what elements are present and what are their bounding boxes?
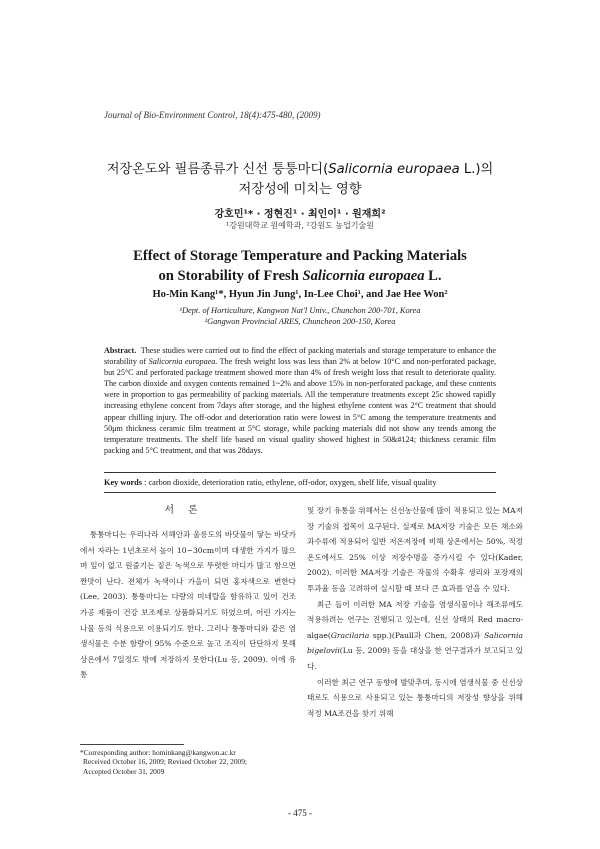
divider-top — [104, 472, 496, 473]
english-title-suffix: L. — [424, 268, 442, 284]
english-title-line2 — [60, 266, 540, 286]
english-authors: Ho-Min Kang¹*, Hyun Jin Jung¹, In-Lee Choi¹, and Jae Hee Won² — [152, 289, 448, 300]
korean-title-line2: 저장성에 미치는 영향 — [238, 182, 362, 197]
body-paragraph: 이러한 최근 연구 동향에 발맞추며, 동시에 염생식물 중 신선상태로도 식용으로 사용되고 있는 퉁퉁마디의 저장성 향상을 위해 적정 MA조건을 찾기 위해 — [307, 677, 523, 718]
keywords-label: Key words — [104, 478, 143, 487]
corresponding-author: *Corresponding author: hominkang@kangwon.ac.kr — [80, 748, 236, 757]
paragraph-text: spp.)(Paull과 Chen, 2008)과 — [369, 630, 485, 640]
korean-title-text: 저장온도와 필름종류가 신선 퉁퉁마디( — [106, 162, 329, 177]
abstract — [104, 345, 496, 456]
english-title-text: on Storability of Fresh — [158, 268, 303, 284]
korean-authors: 강호민¹* · 정현진¹ · 최인이¹ · 원재희² — [214, 209, 386, 220]
body-paragraph: 및 장기 유통을 위해서는 신선농산물에 많이 적용되고 있는 MA저장 기술의 접목이 요구된다. 실제로 MA저장 기술은 모든 채소와 과수류에 적용되어 일반 저온저장에 비해 상온에서는 50%, 적정온도에서도 25% 이상 저장수명을 증가시킬 수 있다(Kader, 2002). 이러한 MA저장 기술은 작물의 수확후 생리와 포장재의 투과율 등을 고려하여 실시할 때 보다 큰 효과를 얻을 수 있다. — [307, 506, 523, 593]
korean-affiliation: ¹강원대학교 원예학과, ²강원도 농업기술원 — [226, 221, 374, 230]
body-right-column — [307, 503, 523, 721]
species-name: Salicornia bigelovii — [307, 630, 523, 656]
affiliation-line2: ²Gangwon Provincial ARES, Chuncheon 200-150, Korea — [204, 317, 396, 326]
body-left-column — [80, 503, 296, 683]
korean-title — [60, 160, 540, 200]
keywords — [104, 478, 496, 487]
genus-name: Gracilaria — [330, 630, 370, 640]
accepted-date: Accepted October 31, 2009 — [83, 766, 165, 776]
received-dates: Received October 16, 2009; Revised October 22, 2009; — [83, 757, 247, 767]
body-paragraph — [307, 597, 523, 675]
paragraph-text: 최근 들어 이러한 MA 저장 기술을 염생식물이나 해조류에도 적용하려는 연구는 진행되고 있는데, 신선 상태의 Red macro-algae( — [307, 599, 523, 640]
journal-citation: Journal of Bio-Environment Control, 18(4):475-480, (2009) — [104, 110, 321, 120]
footnote-rule — [80, 744, 184, 745]
korean-title-species: Salicornia europaea — [328, 162, 460, 177]
abstract-text-a: These studies were carried out to find the effect of packing materials and storage temperature to enhance the storability of — [104, 346, 497, 367]
abstract-species: Salicornia europaea. — [148, 357, 218, 367]
english-title-species: Salicornia europaea — [302, 268, 425, 284]
divider-bottom — [104, 492, 496, 493]
korean-title-suffix: L.)의 — [459, 162, 494, 177]
section-title: 서론 — [164, 505, 212, 516]
paragraph-text: (Lu 등, 2009) 등을 대상을 한 연구결과가 보고되고 있다. — [307, 646, 523, 671]
abstract-label: Abstract. — [104, 346, 137, 355]
affiliation-line1: ¹Dept. of Horticulture, Kangwon Nat'l Univ., Chunchon 200-701, Korea — [179, 306, 421, 315]
body-paragraph: 퉁퉁마디는 우리나라 서해안과 울릉도의 바닷물이 닿는 바닷가에서 자라는 1년초로서 높이 10~30cm이며 대생한 가지가 많으며 잎이 없고 원줄기는 짙은 녹색으로 뚜렷한 마디가 많고 함으면 짠맛이 난다. 전체가 녹색이나 가을이 되면 홍자색으로 변한다(Lee, 2003). 퉁퉁마디는 다량의 미네랄을 함유하고 있어 건조 가공 제품이 건강 보조제로 상품화되기도 하였으며, 어린 가지는 나물 등의 식용으로 이용되기도 한다. 그러나 퉁퉁마디와 같은 염생식물은 수분 함량이 95% 수준으로 높고 조직이 단단하지 못해 상온에서 7일정도 밖에 저장하지 못한다(Lu 등, 2009). 이에 유통 — [80, 530, 296, 680]
english-affiliation — [60, 305, 540, 327]
keywords-text: : carbon dioxide, deterioration ratio, ethylene, off-odor, oxygen, shelf life, visual quality — [142, 478, 437, 487]
abstract-text-b: The fresh weight loss was less than 2% at below 10°C and non-perforated package, but 25°C and perforated package treatment showed more than 4% of fresh weight loss that result to deteriorate quality. The carbon dioxide and oxygen contents remained 1~2% and above 15% in non-perforated package, and these contents were in proportion to gas permeability of packing materials. All the temperature treatments except 25c showed rapidly increasing ethylene concent from 7days after storage, and the highest ethylene content was 2°C treatment that should appear chilling injury. The off-odor and deterioration ratio were lowest in 5°C among the temperature treatments and 50μm thickness ceramic film treatment at 5°C storage, while packing materials did not show any trends among the temperature treatments. The shelf life based on visual quality showed highest in 50&#124; thickness ceramic film packing and 5°C treatment, and that was 28days. — [104, 357, 496, 455]
page-number: - 475 - — [288, 808, 312, 818]
korean-title-line1 — [60, 160, 540, 180]
english-title-line1: Effect of Storage Temperature and Packing Materials — [133, 248, 467, 264]
english-title — [60, 246, 540, 286]
footnote — [80, 748, 296, 776]
